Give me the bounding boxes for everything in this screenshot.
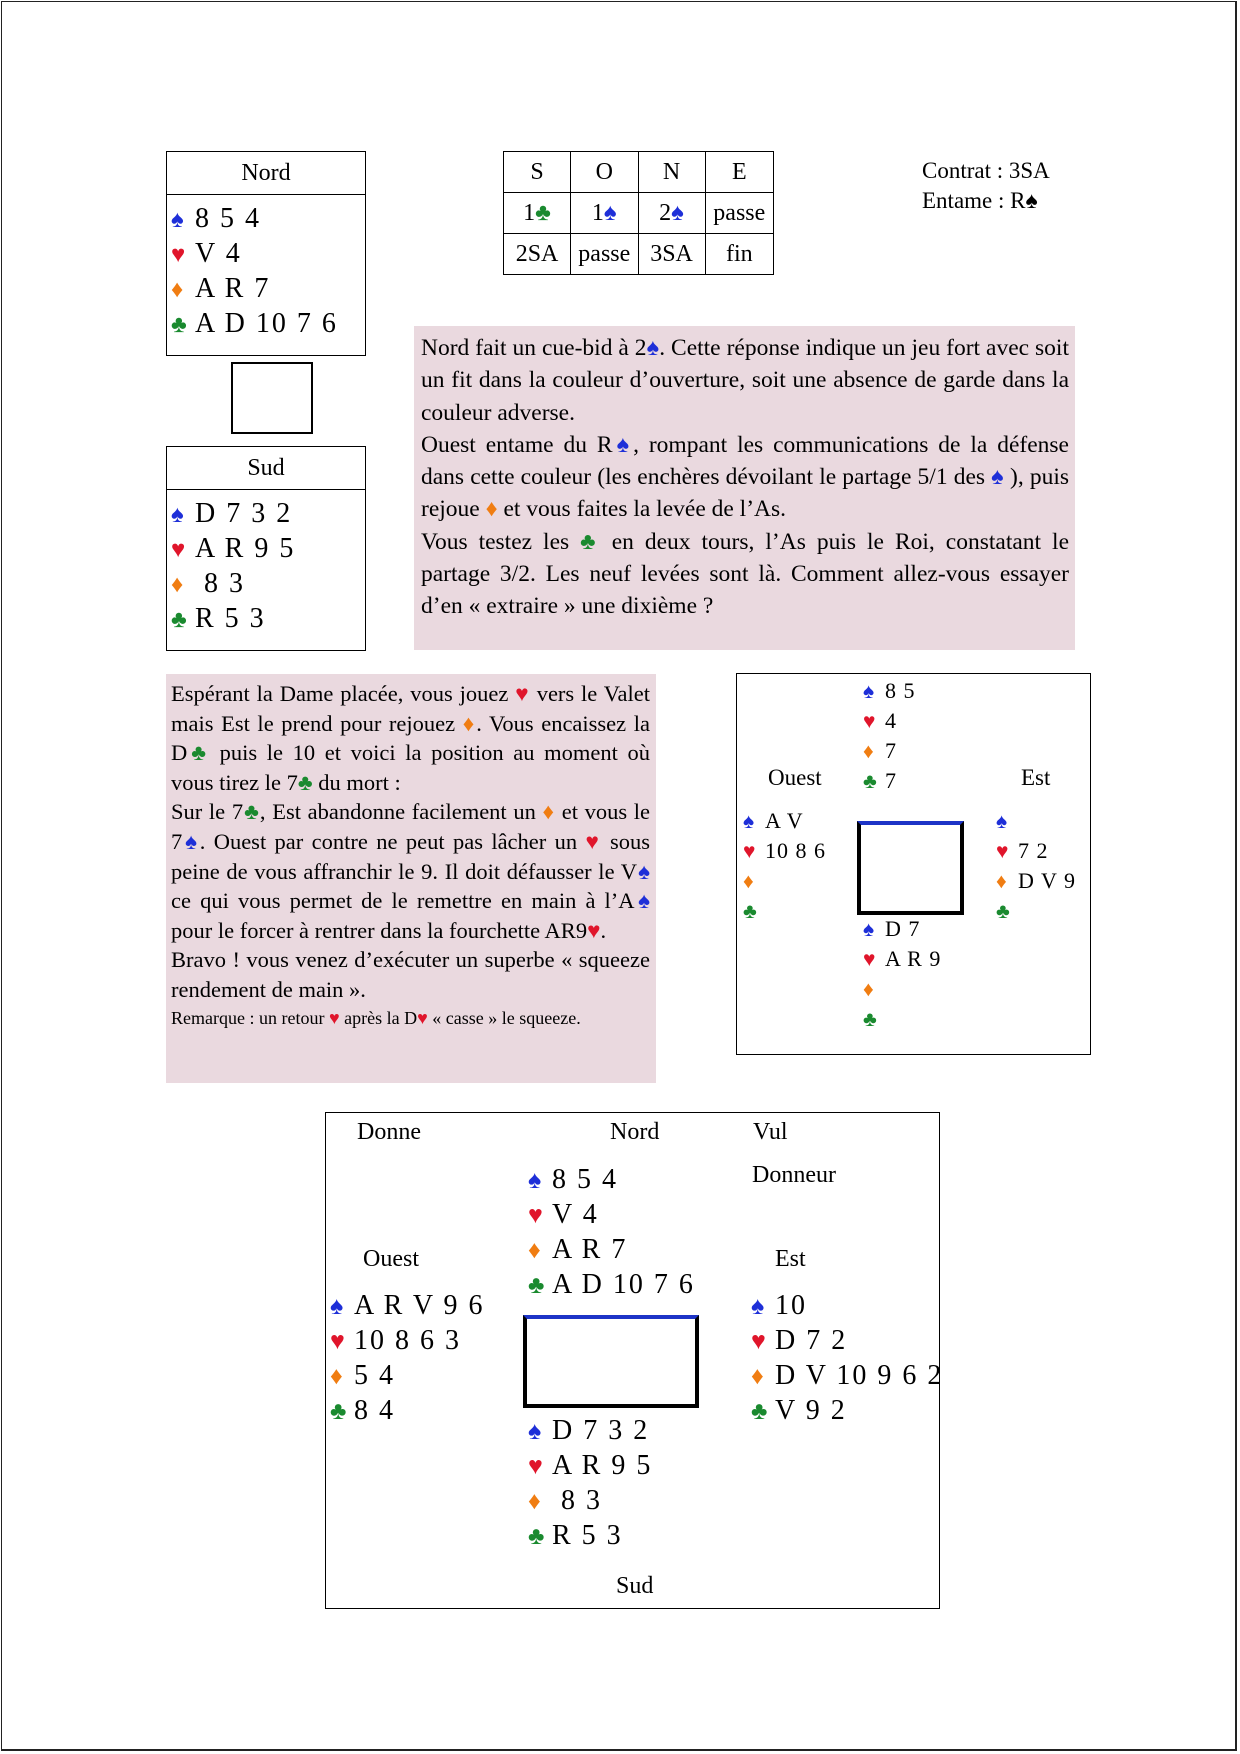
spade-icon: ♠ <box>1025 188 1038 213</box>
diamond-icon: ♦ <box>485 496 498 523</box>
south-hand-box <box>166 446 366 651</box>
deal-ouest-label: Ouest <box>363 1246 419 1272</box>
diamond-icon: ♦ <box>743 869 754 893</box>
bid-header-s: S <box>504 152 571 193</box>
south-hearts: ♥ A R 9 5 <box>167 531 365 566</box>
ending-diagram <box>736 673 1091 1055</box>
heart-icon: ♥ <box>528 1453 543 1480</box>
diamond-icon: ♦ <box>863 977 874 1001</box>
deal-vul-label: Vul <box>753 1119 788 1145</box>
ending-ouest-label: Ouest <box>768 765 822 790</box>
club-icon: ♣ <box>996 899 1010 923</box>
heart-icon: ♥ <box>171 242 186 268</box>
table-square <box>231 362 313 434</box>
bid-cell: passe <box>571 234 638 275</box>
contract-info <box>922 156 1050 216</box>
diamond-icon: ♦ <box>462 710 477 736</box>
south-diamonds: ♦ 8 3 <box>167 566 365 601</box>
heart-icon: ♥ <box>743 839 756 863</box>
heart-icon: ♥ <box>171 537 186 563</box>
bid-cell: passe <box>705 193 773 234</box>
south-spades: ♠ D 7 3 2 <box>167 496 365 531</box>
north-hand-box <box>166 151 366 356</box>
spade-icon: ♠ <box>996 809 1008 833</box>
diamond-icon: ♦ <box>528 1488 541 1515</box>
heart-icon: ♥ <box>863 709 876 733</box>
contract-line: Contrat : 3SA <box>922 158 1050 183</box>
deal-west: ♠ A R V 9 6 ♥ 10 8 6 3 ♦ 5 4 ♣ 8 4 <box>330 1288 485 1428</box>
spade-icon: ♠ <box>171 207 184 233</box>
diamond-icon: ♦ <box>751 1363 764 1390</box>
bidding-table <box>503 151 774 275</box>
club-icon: ♣ <box>171 312 187 338</box>
club-icon: ♣ <box>330 1398 347 1425</box>
heart-icon: ♥ <box>863 947 876 971</box>
remark: Remarque : un retour ♥ après la D♥ « casse » le squeeze. <box>171 1007 581 1028</box>
paragraph: Bravo ! vous venez d’exécuter un superbe « squeeze rendement de main ». <box>171 947 650 1002</box>
diamond-icon: ♦ <box>330 1363 343 1390</box>
south-clubs: ♣ R 5 3 <box>167 601 365 636</box>
deal-diagram <box>325 1112 944 1609</box>
north-hearts: ♥ V 4 <box>167 236 365 271</box>
ending-west: ♠ A V ♥ 10 8 6 ♦ ♣ <box>743 806 826 926</box>
spade-icon: ♠ <box>863 917 875 941</box>
heart-icon: ♥ <box>417 1007 428 1028</box>
diamond-icon: ♦ <box>171 277 184 303</box>
deal-table <box>523 1315 699 1408</box>
club-icon: ♣ <box>171 607 187 633</box>
diamond-icon: ♦ <box>996 869 1007 893</box>
heart-icon: ♥ <box>515 681 530 706</box>
spade-icon: ♠ <box>634 888 651 914</box>
south-title: Sud <box>167 447 365 490</box>
spade-icon: ♠ <box>528 1418 542 1445</box>
bid-header-e: E <box>705 152 773 193</box>
club-icon: ♣ <box>297 769 313 795</box>
club-icon: ♣ <box>863 769 877 793</box>
club-icon: ♣ <box>528 1272 545 1299</box>
bid-header-o: O <box>571 152 638 193</box>
heart-icon: ♥ <box>585 828 602 854</box>
spade-icon: ♠ <box>182 828 200 854</box>
bid-cell: 2SA <box>504 234 571 275</box>
club-icon: ♣ <box>580 528 601 555</box>
paragraph: Espérant la Dame placée, vous jouez ♥ vers le Valet mais Est le prend pour rejouez ♦. Vous encaissez la D♣ puis le 10 et voici la position au moment où vous tirez le 7♣ du mort : <box>171 681 651 795</box>
spade-icon: ♠ <box>603 199 617 226</box>
spade-icon: ♠ <box>863 679 875 703</box>
spade-icon: ♠ <box>612 431 634 458</box>
heart-icon: ♥ <box>751 1328 766 1355</box>
north-clubs: ♣ A D 10 7 6 <box>167 306 365 341</box>
ending-north: ♠ 8 5 ♥ 4 ♦ 7 ♣ 7 <box>863 676 916 796</box>
deal-est-label: Est <box>775 1246 806 1272</box>
spade-icon: ♠ <box>528 1167 542 1194</box>
bid-cell: 3SA <box>638 234 705 275</box>
paragraph: Vous testez les ♣ en deux tours, l’As puis le Roi, constatant le partage 3/2. Les neuf levées sont là. Comment allez-vous essayer d’en « extraire » une dixième ? <box>421 528 1070 620</box>
deal-south: ♠ D 7 3 2 ♥ A R 9 5 ♦ 8 3 ♣ R 5 3 <box>528 1413 652 1553</box>
diamond-icon: ♦ <box>542 799 556 825</box>
diamond-icon: ♦ <box>171 572 184 598</box>
heart-icon: ♥ <box>996 839 1009 863</box>
heart-icon: ♥ <box>330 1328 345 1355</box>
diamond-icon: ♦ <box>863 739 874 763</box>
bidding-row <box>504 234 774 275</box>
heart-icon: ♥ <box>328 1007 340 1028</box>
north-title: Nord <box>167 152 365 195</box>
heart-icon: ♥ <box>528 1202 543 1229</box>
deal-north: ♠ 8 5 4 ♥ V 4 ♦ A R 7 ♣ A D 10 7 6 <box>528 1162 695 1302</box>
club-icon: ♣ <box>187 740 211 766</box>
paragraph: Ouest entame du R♠, rompant les communications de la défense dans cette couleur (les enchères dévoilant le partage 5/1 des ♠ ), puis rejoue ♦ et vous faites la levée de l’As. <box>421 431 1070 523</box>
paragraph: Nord fait un cue-bid à 2♠. Cette réponse indique un jeu fort avec soit un fit dans la couleur d’ouverture, soit une absence de garde dans la couleur adverse. <box>421 335 1069 426</box>
bidding-header-row <box>504 152 774 193</box>
deal-nord-label: Nord <box>610 1119 660 1145</box>
spade-icon: ♠ <box>991 464 1004 491</box>
ending-est-label: Est <box>1021 765 1051 790</box>
ending-east: ♠ ♥ 7 2 ♦ D V 9 ♣ <box>996 806 1076 926</box>
spade-icon: ♠ <box>637 858 650 884</box>
spade-icon: ♠ <box>330 1293 344 1320</box>
deal-donneur-label: Donneur <box>752 1162 836 1188</box>
deal-donne-label: Donne <box>357 1119 421 1145</box>
spade-icon: ♠ <box>671 199 684 226</box>
bid-cell: fin <box>705 234 773 275</box>
club-icon: ♣ <box>535 199 551 226</box>
deal-sud-label: Sud <box>616 1573 654 1599</box>
heart-icon: ♥ <box>587 917 601 943</box>
spade-icon: ♠ <box>171 502 184 528</box>
spade-icon: ♠ <box>743 809 755 833</box>
paragraph: Sur le 7♣, Est abandonne facilement un ♦ et vous le 7♠. Ouest par contre ne peut pas lâcher un ♥ sous peine de vous affranchir le 9. Il doit défausser le V♠ ce qui vous permet de le remettre en main à l’A♠ pour le forcer à rentrer dans la fourchette AR9♥. <box>171 799 651 943</box>
bid-cell: 2♠ <box>638 193 705 234</box>
diamond-icon: ♦ <box>528 1237 541 1264</box>
spade-icon: ♠ <box>751 1293 765 1320</box>
spade-icon: ♠ <box>646 335 660 361</box>
analysis-panel <box>414 326 1075 650</box>
lead-line: Entame : R♠ <box>922 188 1038 213</box>
bid-header-n: N <box>638 152 705 193</box>
ending-table <box>857 821 964 915</box>
club-icon: ♣ <box>243 799 260 825</box>
club-icon: ♣ <box>743 899 757 923</box>
club-icon: ♣ <box>528 1523 545 1550</box>
bidding-row <box>504 193 774 234</box>
north-diamonds: ♦ A R 7 <box>167 271 365 306</box>
club-icon: ♣ <box>863 1007 877 1031</box>
north-spades: ♠ 8 5 4 <box>167 201 365 236</box>
club-icon: ♣ <box>751 1398 768 1425</box>
bid-cell: 1♠ <box>571 193 638 234</box>
deal-east: ♠ 10 ♥ D 7 2 ♦ D V 10 9 6 2 ♣ V 9 2 <box>751 1288 943 1428</box>
ending-south: ♠ D 7 ♥ A R 9 ♦ ♣ <box>863 914 941 1034</box>
bid-cell: 1♣ <box>504 193 571 234</box>
solution-panel <box>166 674 656 1083</box>
